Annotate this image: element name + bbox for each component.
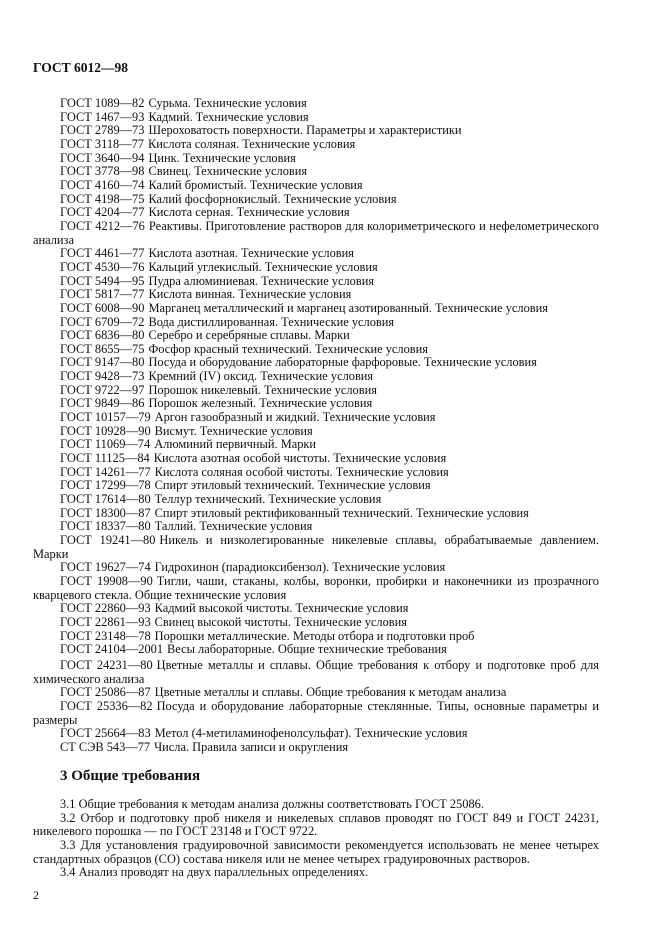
reference-code: ГОСТ 4461—77 [60,246,145,261]
reference-code: ГОСТ 25664—83 [60,726,151,741]
paragraph: 3.1 Общие требования к методам анализа должны соответствовать ГОСТ 25086. [60,797,484,811]
reference-entry [33,329,599,343]
references-list-b [33,659,599,755]
reference-title: Спирт этиловый ректификованный технический. Технические условия [154,505,529,520]
reference-title: Кислота серная. Технические условия [148,205,350,220]
reference-code: ГОСТ 24104—2001 [60,642,164,657]
reference-entry [33,493,599,507]
reference-title: Серебро и серебряные сплавы. Марки [148,328,350,343]
reference-entry [33,397,599,411]
reference-title: Цинк. Технические условия [148,150,296,165]
reference-entry [33,727,599,741]
reference-entry [33,356,599,370]
reference-entry [33,520,599,534]
reference-title: Аргон газообразный и жидкий. Технические условия [154,410,436,425]
reference-title: Шероховатость поверхности. Параметры и характеристики [148,123,462,138]
reference-entry [33,179,599,193]
reference-code: ГОСТ 10157—79 [60,410,151,425]
reference-title: Кислота винная. Технические условия [148,287,352,302]
reference-entry [33,438,599,452]
reference-title: Кадмий. Технические условия [148,109,309,124]
reference-title: Марганец металлический и марганец азотированный. Технические условия [148,300,548,315]
reference-entry [33,384,599,398]
references-list-a [33,97,599,657]
reference-entry [33,302,599,316]
reference-entry [33,261,599,275]
reference-entry [33,643,599,657]
reference-code: ГОСТ 22861—93 [60,614,151,629]
reference-entry [33,247,599,261]
reference-code: ГОСТ 6709—72 [60,314,145,329]
reference-code: ГОСТ 17299—78 [60,478,151,493]
reference-title: Калий фосфорнокислый. Технические условия [148,191,397,206]
reference-title: Гидрохинон (парадиоксибензол). Технические условия [154,560,446,575]
reference-entry [33,507,599,521]
reference-code: ГОСТ 9722—97 [60,382,145,397]
reference-code: ГОСТ 3778—98 [60,164,145,179]
reference-title: Цветные металлы и сплавы. Общие требования к методам анализа [154,685,507,700]
page-number: 2 [33,888,39,902]
reference-entry [33,466,599,480]
reference-title: Порошки металлические. Методы отбора и подготовки проб [154,628,475,643]
reference-code: ГОСТ 3118—77 [60,136,144,151]
reference-code: ГОСТ 11125—84 [60,451,150,466]
reference-title: Кремний (IV) оксид. Технические условия [148,369,374,384]
reference-title: Реактивы. Приготовление растворов для колориметрического и нефелометрического анализа [33,218,599,247]
reference-title: Таллий. Технические условия [154,519,313,534]
reference-entry [33,534,599,561]
reference-code: ГОСТ 19908—90 [60,573,153,588]
reference-code: ГОСТ 5494—95 [60,273,145,288]
reference-title: Висмут. Технические условия [154,423,313,438]
reference-title: Посуда и оборудование лабораторные стеклянные. Типы, основные параметры и размеры [33,698,599,727]
reference-entry [33,659,599,686]
reference-entry [33,316,599,330]
reference-code: ГОСТ 9849—86 [60,396,145,411]
reference-title: Никель и низколегированные никелевые сплавы, обрабатываемые давлением. Марки [33,533,599,561]
reference-entry [33,165,599,179]
reference-entry [33,479,599,493]
paragraph: 3.4 Анализ проводят на двух параллельных определениях. [60,865,369,880]
reference-code: ГОСТ 25336—82 [60,698,153,713]
document-header: ГОСТ 6012—98 [33,60,129,75]
reference-code: ГОСТ 11069—74 [60,437,151,452]
reference-entry [33,275,599,289]
reference-entry [33,288,599,302]
reference-code: ГОСТ 14261—77 [60,464,151,479]
reference-title: Свинец. Технические условия [148,164,308,179]
reference-title: Фосфор красный технический. Технические условия [148,341,428,356]
reference-entry [33,425,599,439]
paragraph: 3.3 Для установления градуировочной зависимости рекомендуется использовать не менее четырех стандартных образцов (СО) состава никеля или не менее четырех градуировочных растворов. [33,837,599,866]
reference-code: СТ СЭВ 543—77 [60,739,151,754]
reference-entry [33,370,599,384]
reference-code: ГОСТ 4160—74 [60,177,145,192]
reference-title: Алюминий первичный. Марки [154,437,317,452]
reference-code: ГОСТ 9428—73 [60,369,145,384]
reference-title: Порошок никелевый. Технические условия [148,382,377,397]
reference-title: Спирт этиловый технический. Технические условия [154,478,431,493]
reference-title: Кислота азотная особой чистоты. Технические условия [153,451,447,466]
reference-entry [33,452,599,466]
reference-code: ГОСТ 18300—87 [60,505,151,520]
reference-code: ГОСТ 6008—90 [60,300,145,315]
reference-title: Свинец высокой чистоты. Технические условия [154,614,407,629]
reference-entry [33,602,599,616]
reference-title: Числа. Правила записи и округления [154,739,349,754]
reference-entry [33,630,599,644]
reference-title: Пудра алюминиевая. Технические условия [148,273,375,288]
reference-code: ГОСТ 25086—87 [60,685,151,700]
reference-code: ГОСТ 6836—80 [60,328,145,343]
reference-title: Весы лабораторные. Общие технические требования [167,642,447,657]
reference-title: Кислота азотная. Технические условия [148,246,354,261]
reference-entry [33,411,599,425]
reference-entry [33,138,599,152]
reference-code: ГОСТ 4198—75 [60,191,145,206]
reference-title: Цветные металлы и сплавы. Общие требования к отбору и подготовке проб для химического анализа [33,658,599,686]
reference-title: Посуда и оборудование лабораторные фарфоровые. Технические условия [148,355,537,370]
reference-entry [33,616,599,630]
reference-entry [33,97,599,111]
reference-code: ГОСТ 22860—93 [60,601,151,616]
paragraph: 3.2 Отбор и подготовку проб никеля и никелевых сплавов проводят по ГОСТ 849 и ГОСТ 24231, никелевого порошка — по ГОСТ 23148 и ГОСТ 9722. [33,810,599,839]
reference-title: Кислота соляная. Технические условия [148,136,356,151]
reference-code: ГОСТ 1089—82 [60,96,145,110]
reference-entry [33,206,599,220]
reference-code: ГОСТ 2789—73 [60,123,145,138]
reference-code: ГОСТ 3640—94 [60,150,145,165]
reference-title: Тигли, чаши, стаканы, колбы, воронки, пробирки и наконечники из прозрачного кварцевого стекла. Общие технические условия [33,573,599,602]
reference-title: Порошок железный. Технические условия [148,396,373,411]
reference-title: Калий бромистый. Технические условия [148,177,363,192]
reference-entry [33,700,599,727]
reference-code: ГОСТ 5817—77 [60,287,145,302]
reference-code: ГОСТ 8655—75 [60,341,145,356]
reference-title: Кислота соляная особой чистоты. Технические условия [154,464,449,479]
reference-title: Кальций углекислый. Технические условия [148,259,378,274]
reference-code: ГОСТ 9147—80 [60,355,145,370]
reference-code: ГОСТ 10928—90 [60,423,151,438]
section-heading: 3 Общие требования [60,768,201,784]
reference-entry [33,575,599,602]
reference-title: Кадмий высокой чистоты. Технические условия [154,601,409,616]
reference-code: ГОСТ 19241—80 [60,533,156,547]
reference-code: ГОСТ 24231—80 [60,658,153,672]
reference-title: Теллур технический. Технические условия [154,492,382,507]
reference-code: ГОСТ 1467—93 [60,109,145,124]
reference-code: ГОСТ 23148—78 [60,628,151,643]
reference-entry [33,124,599,138]
reference-title: Сурьма. Технические условия [148,96,307,110]
reference-code: ГОСТ 4530—76 [60,259,145,274]
reference-entry [33,686,599,700]
reference-code: ГОСТ 18337—80 [60,519,151,534]
reference-entry [33,220,599,247]
reference-code: ГОСТ 17614—80 [60,492,151,507]
reference-code: ГОСТ 4204—77 [60,205,145,220]
reference-code: ГОСТ 19627—74 [60,560,151,575]
reference-entry [33,152,599,166]
reference-title: Метол (4-метиламинофенолсульфат). Технические условия [154,726,468,741]
reference-title: Вода дистиллированная. Технические условия [148,314,395,329]
reference-code: ГОСТ 4212—76 [60,218,145,233]
reference-entry [33,741,599,755]
reference-entry [33,343,599,357]
section-paragraphs [33,798,599,880]
reference-entry [33,561,599,575]
reference-entry [33,111,599,125]
reference-entry [33,193,599,207]
